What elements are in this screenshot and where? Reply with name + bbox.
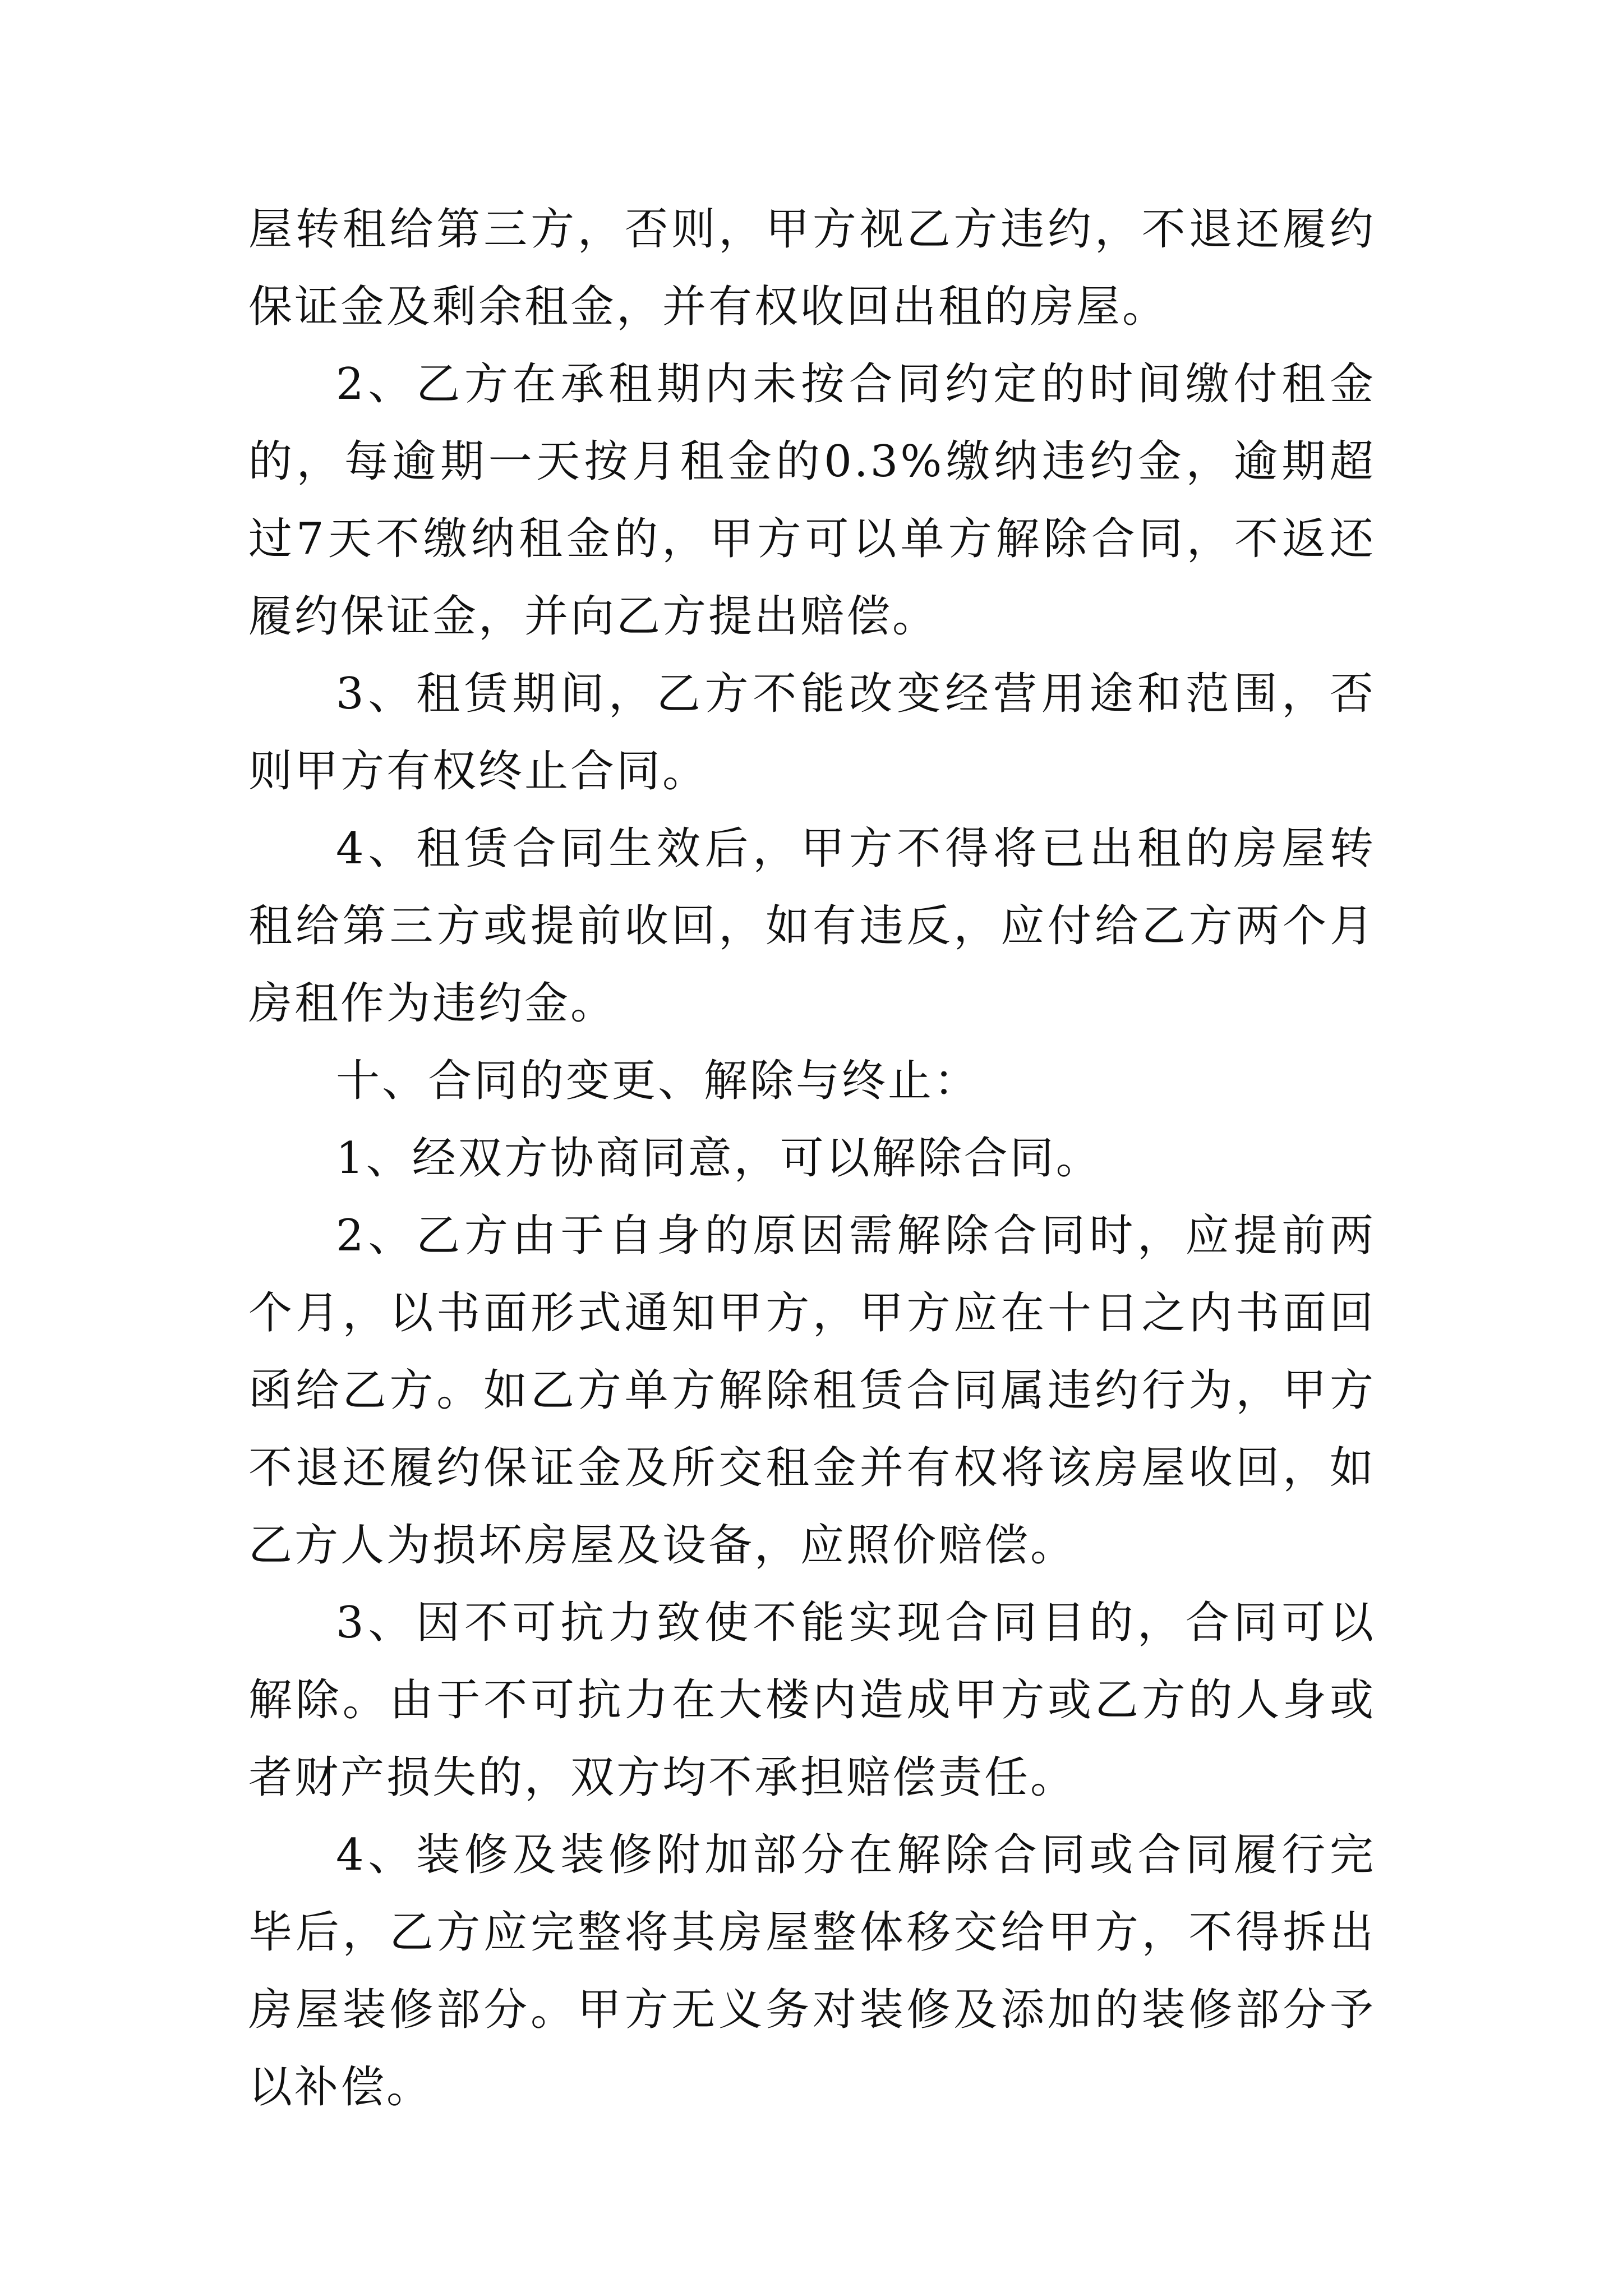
clause-10-1: 1、经双方协商同意，可以解除合同。 [336, 1133, 1102, 1184]
clause-9-2: 2、乙方在承租期内未按合同约定的时间缴付租金的，每逾期一天按月租金的0.3%缴纳违约金，逾期超过7天不缴纳租金的，甲方可以单方解除合同，不返还履约保证金，并向乙方提出赔偿。 [248, 359, 1376, 642]
clause-10-3: 3、因不可抗力致使不能实现合同目的，合同可以解除。由于不可抗力在大楼内造成甲方或乙方的人身或者财产损失的，双方均不承担赔偿责任。 [248, 1598, 1376, 1803]
clause-10-4: 4、装修及装修附加部分在解除合同或合同履行完毕后，乙方应完整将其房屋整体移交给甲方，不得拆出房屋装修部分。甲方无义务对装修及添加的装修部分予以补偿。 [248, 1830, 1376, 2113]
section-10-heading: 十、合同的变更、解除与终止： [336, 1056, 980, 1106]
paragraph-continuation: 屋转租给第三方，否则，甲方视乙方违约，不退还履约保证金及剩余租金，并有权收回出租的房屋。 [248, 204, 1376, 332]
clause-9-4: 4、租赁合同生效后，甲方不得将已出租的房屋转租给第三方或提前收回，如有违反，应付给乙方两个月房租作为违约金。 [248, 823, 1376, 1029]
clause-10-2: 2、乙方由于自身的原因需解除合同时，应提前两个月，以书面形式通知甲方，甲方应在十日之内书面回函给乙方。如乙方单方解除租赁合同属违约行为，甲方不退还履约保证金及所交租金并有权将该房屋收回，如乙方人为损坏房屋及设备，应照价赔偿。 [248, 1211, 1376, 1571]
clause-9-3: 3、租赁期间，乙方不能改变经营用途和范围，否则甲方有权终止合同。 [248, 669, 1376, 797]
document-body [248, 191, 1376, 2126]
